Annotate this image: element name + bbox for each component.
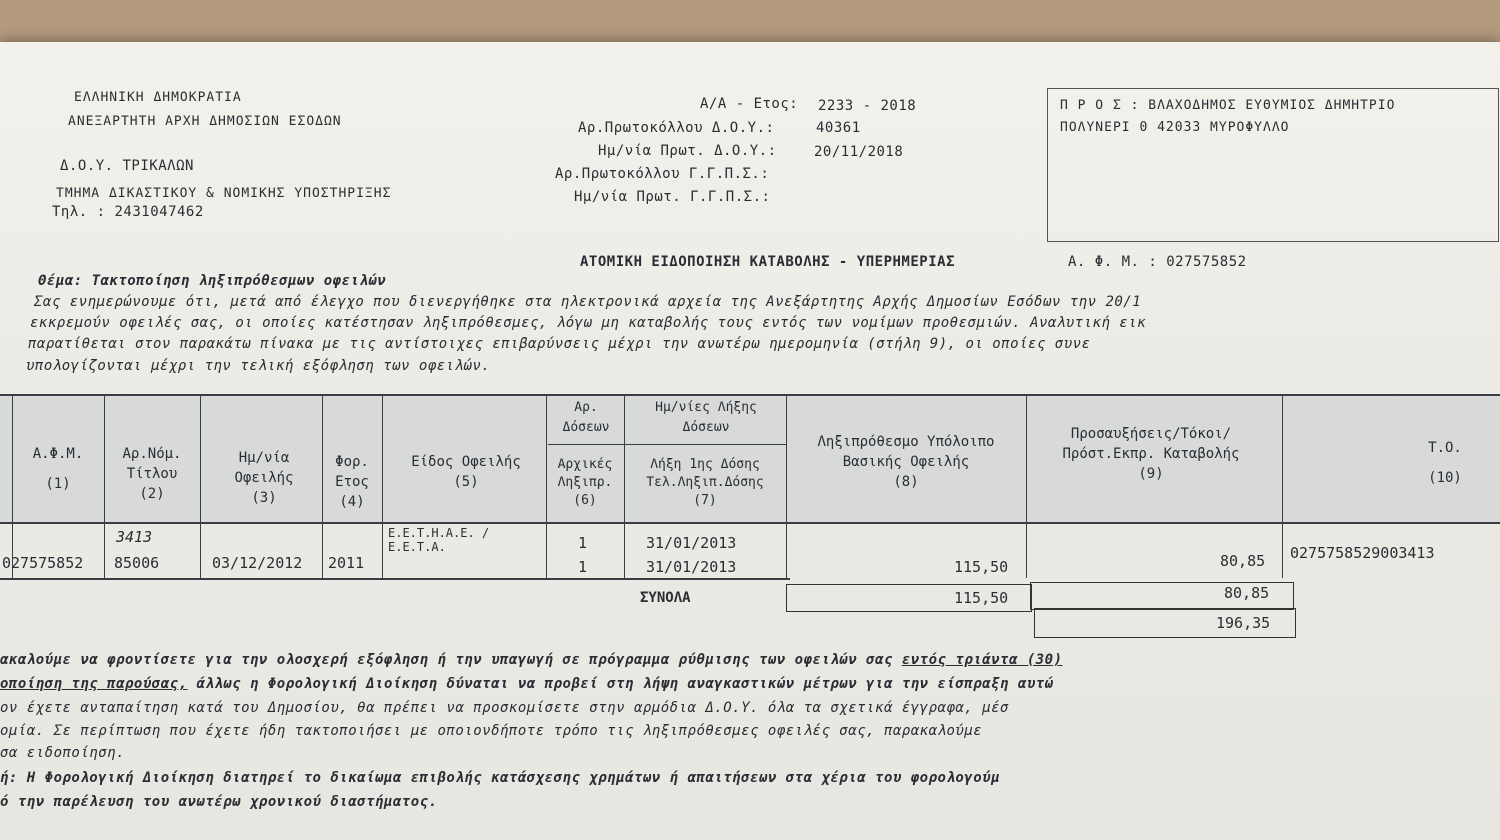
- cell-due-last: 31/01/2013: [646, 558, 737, 576]
- cell-afm: 027575852: [2, 554, 84, 572]
- date-doy-label: Ημ/νία Πρωτ. Δ.Ο.Υ.:: [598, 143, 777, 159]
- header-installments-sub: Αρχικές Ληξιπρ. (6): [557, 457, 613, 508]
- col-line: [786, 394, 787, 578]
- recipient-line1: Π Ρ Ο Σ : ΒΛΑΧΟΔΗΜΟΣ ΕΥΘΥΜΙΟΣ ΔΗΜΗΤΡΙΟ: [1060, 98, 1396, 113]
- date-doy-value: 20/11/2018: [814, 144, 904, 160]
- closing-line-4: ομία. Σε περίπτωση που έχετε ήδη τακτοποιήσει με οποιονδήποτε τρόπο τις ληξιπρόθεσμες οφειλές σας, παρακαλούμε: [0, 723, 983, 739]
- header-due-dates: Ημ/νίες Λήξης Δόσεων: [655, 400, 757, 435]
- cell-title-no-2: 85006: [114, 554, 160, 572]
- group-divider: [548, 444, 786, 445]
- totals-remaining: 115,50: [954, 589, 1009, 607]
- notice-subject: Θέμα: Τακτοποίηση ληξιπρόθεσμων οφειλών: [38, 273, 387, 289]
- col-line: [200, 394, 201, 578]
- cell-kind-1: Ε.Ε.Τ.Η.Α.Ε. /: [388, 526, 490, 540]
- header-surcharges: Προσαυξήσεις/Τόκοι/ Πρόστ.Εκπρ. Καταβολής (9): [1062, 426, 1240, 482]
- date-ggps-label: Ημ/νία Πρωτ. Γ.Γ.Π.Σ.:: [574, 189, 771, 205]
- closing-line-7: ό την παρέλευση του ανωτέρω χρονικού διαστήματος.: [0, 794, 438, 810]
- issuer-office: Δ.Ο.Υ. ΤΡΙΚΑΛΩΝ: [60, 158, 194, 174]
- cell-kind-2: Ε.Ε.Τ.Α.: [388, 540, 446, 554]
- closing-line-6: ή: Η Φορολογική Διοίκηση διατηρεί το δικαίωμα επιβολής κατάσχεσης χρημάτων ή απαιτήσεων στα χέρια του φορολογούμ: [0, 770, 1001, 786]
- notice-title: ΑΤΟΜΙΚΗ ΕΙΔΟΠΟΙΗΣΗ ΚΑΤΑΒΟΛΗΣ - ΥΠΕΡΗΜΕΡΙΑΣ: [580, 254, 956, 270]
- header-issue-date: Ημ/νία Οφειλής (3): [234, 450, 294, 506]
- col-line: [1026, 394, 1027, 578]
- body-line-2: εκκρεμούν οφειλές σας, οι οποίες κατέστησαν ληξιπρόθεσμες, λόγω μη καταβολής τους εντός των νομίμων προθεσμιών. Αναλυτική εικ: [30, 315, 1147, 331]
- cell-inst-overdue: 1: [578, 558, 588, 576]
- notice-afm: Α. Φ. Μ. : 027575852: [1068, 254, 1247, 270]
- issuer-line2: ΑΝΕΞΑΡΤΗΤΗ ΑΡΧΗ ΔΗΜΟΣΙΩΝ ΕΣΟΔΩΝ: [68, 114, 342, 129]
- cell-inst-initial: 1: [578, 534, 588, 552]
- closing-line-2: οποίηση της παρούσας, άλλως η Φορολογική Διοίκηση δύναται να προβεί στη λήψη αναγκαστικών μέτρων για την είσπραξη αυτώ: [0, 676, 1054, 692]
- cell-surcharges: 80,85: [1220, 552, 1266, 570]
- body-line-4: υπολογίζονται μέχρι την τελική εξόφληση των οφειλών.: [26, 358, 491, 374]
- cell-remaining: 115,50: [954, 558, 1009, 576]
- cell-to: 0275758529003413: [1290, 544, 1435, 562]
- cell-title-no-1: 3413: [116, 528, 153, 546]
- col-line: [1282, 394, 1283, 578]
- body-line-3: παρατίθεται στον παρακάτω πίνακα με τις αντίστοιχες επιβαρύνσεις μέχρι την ανωτέρω ημερομηνία (στήλη 9), οι οποίες συνε: [28, 336, 1091, 352]
- issuer-phone: Τηλ. : 2431047462: [52, 204, 204, 220]
- totals-label: ΣΥΝΟΛΑ: [640, 590, 691, 606]
- header-tax-year: Φορ. Ετος (4): [335, 454, 369, 510]
- protocol-doy-value: 40361: [816, 120, 861, 136]
- header-kind: Είδος Οφειλής (5): [411, 454, 521, 490]
- table-header-bottom: [0, 522, 1500, 524]
- cell-tax-year: 2011: [328, 554, 365, 572]
- cell-issue-date: 03/12/2012: [212, 554, 303, 572]
- issuer-department: ΤΜΗΜΑ ΔΙΚΑΣΤΙΚΟΥ & ΝΟΜΙΚΗΣ ΥΠΟΣΤΗΡΙΞΗΣ: [56, 186, 392, 201]
- header-to: Τ.Ο. (10): [1428, 440, 1462, 486]
- header-title-no: Αρ.Νόμ. Τίτλου (2): [122, 446, 182, 502]
- col-line: [382, 394, 383, 578]
- totals-surcharges: 80,85: [1224, 584, 1270, 602]
- body-line-1: Σας ενημερώνουμε ότι, μετά από έλεγχο που διενεργήθηκε στα ηλεκτρονικά αρχεία της Ανεξάρτητης Αρχής Δημοσίων Εσόδων την 20/1: [34, 294, 1142, 310]
- protocol-ggps-label: Αρ.Πρωτοκόλλου Γ.Γ.Π.Σ.:: [555, 166, 770, 182]
- closing-line-1: ακαλούμε να φροντίσετε για την ολοσχερή εξόφληση ή την υπαγωγή σε πρόγραμμα ρύθμισης των οφειλών σας εντός τριάντα (30): [0, 652, 1063, 668]
- totals-grand: 196,35: [1216, 614, 1271, 632]
- aa-label: Α/Α - Ετος:: [700, 96, 799, 112]
- table-top-border: [0, 394, 1500, 396]
- header-afm: Α.Φ.Μ. (1): [32, 446, 84, 492]
- header-installments: Αρ. Δόσεων: [562, 400, 610, 435]
- closing-line-3: ον έχετε ανταπαίτηση κατά του Δημοσίου, θα πρέπει να προσκομίσετε στην αρμόδια Δ.Ο.Υ. όλα τα σχετικά έγγραφα, μέσ: [0, 700, 1009, 716]
- header-due-dates-sub: Λήξη 1ης Δόσης Τελ.Ληξιπ.Δόσης (7): [646, 457, 764, 508]
- tax-notice-document: [0, 42, 1500, 840]
- protocol-doy-label: Αρ.Πρωτοκόλλου Δ.Ο.Υ.:: [578, 120, 775, 136]
- recipient-line2: ΠΟΛΥΝΕΡΙ 0 42033 ΜΥΡΟΦΥΛΛΟ: [1060, 120, 1290, 135]
- cell-due-first: 31/01/2013: [646, 534, 737, 552]
- issuer-line1: ΕΛΛΗΝΙΚΗ ΔΗΜΟΚΡΑΤΙΑ: [74, 90, 242, 105]
- header-remaining: Ληξιπρόθεσμο Υπόλοιπο Βασικής Οφειλής (8): [817, 434, 995, 490]
- table-row-bottom: [0, 578, 790, 580]
- aa-value: 2233 - 2018: [818, 98, 917, 114]
- closing-line-5: σα ειδοποίηση.: [0, 745, 126, 761]
